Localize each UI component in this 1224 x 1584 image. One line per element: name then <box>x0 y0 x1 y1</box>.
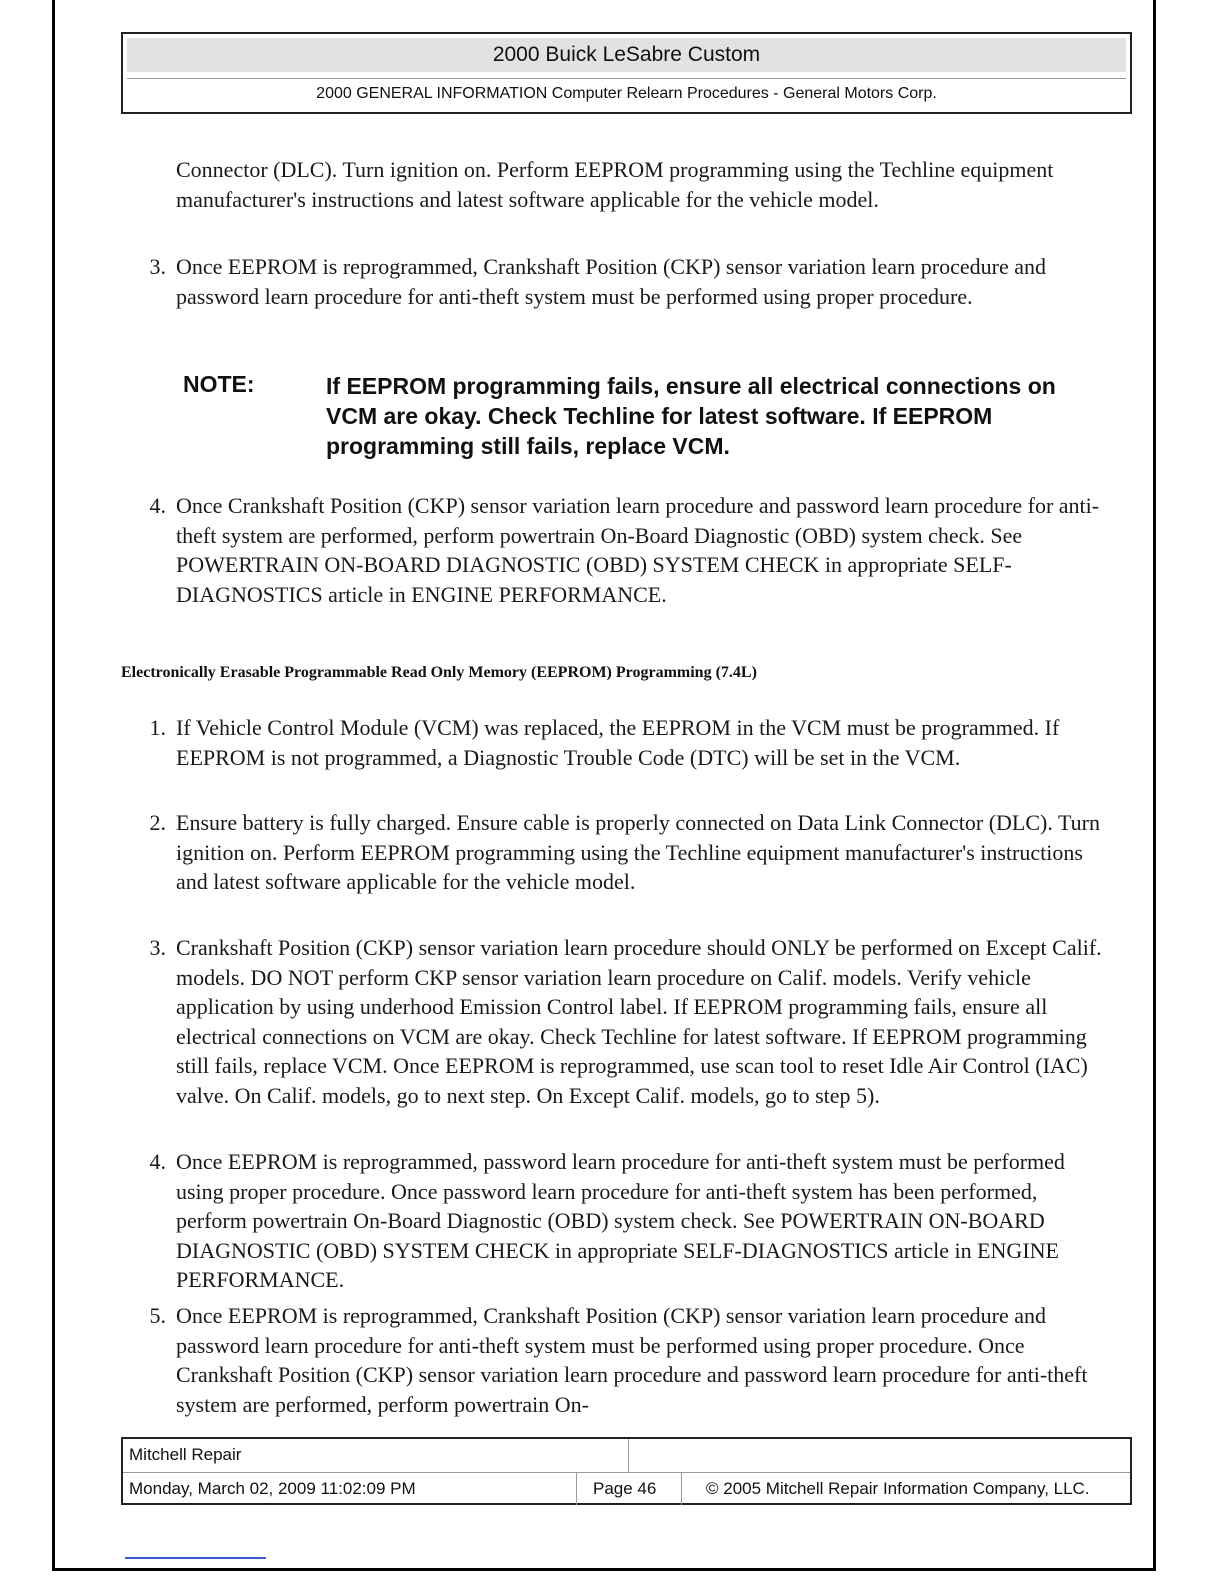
footer-divider <box>681 1473 682 1505</box>
footer-divider <box>628 1439 629 1472</box>
list-item-number: 3. <box>149 254 166 279</box>
document-subtitle: 2000 GENERAL INFORMATION Computer Relearn Procedures - General Motors Corp. <box>127 78 1126 109</box>
list-item-number: 3. <box>149 935 166 960</box>
list-item: If Vehicle Control Module (VCM) was replaced, the EEPROM in the VCM must be programmed. If EEPROM is not programmed, a Diagnostic Trouble Code (DTC) will be set in the VCM. <box>176 715 1060 770</box>
section-heading: Electronically Erasable Programmable Read Only Memory (EEPROM) Programming (7.4L) <box>121 664 757 681</box>
list-item-number: 5. <box>149 1303 166 1328</box>
list-item-number: 4. <box>149 1149 166 1174</box>
list-item: Once EEPROM is reprogrammed, password learn procedure for anti-theft system must be performed using proper procedure. Once password learn procedure for anti-theft system has been performed, perform powertrain On-Board Diagnostic (OBD) system check. See POWERTRAIN ON-BOARD DIAGNOSTIC (OBD) SYSTEM CHECK in appropriate SELF-DIAGNOSTICS article in ENGINE PERFORMANCE. <box>176 1149 1065 1292</box>
list-item: Ensure battery is fully charged. Ensure cable is properly connected on Data Link Connector (DLC). Turn ignition on. Perform EEPROM programming using the Techline equipment manufacturer's instructions and latest software applicable for the vehicle model. <box>176 810 1100 894</box>
footer-page-number: Page 46 <box>593 1479 657 1498</box>
note-label: NOTE: <box>183 371 255 397</box>
list-item: Once EEPROM is reprogrammed, Crankshaft Position (CKP) sensor variation learn procedure and password learn procedure for anti-theft system must be performed using proper procedure. Once Crankshaft Position (CKP) sensor variation learn procedure and password learn procedure for anti-theft system are performed, perform powertrain On- <box>176 1303 1088 1417</box>
note-text: If EEPROM programming fails, ensure all electrical connections on VCM are okay. Check Techline for latest software. If EEPROM programming still fails, replace VCM. <box>326 373 1056 459</box>
footer-company: Mitchell Repair <box>129 1445 242 1464</box>
list-item-number: 1. <box>149 715 166 740</box>
footer-copyright: © 2005 Mitchell Repair Information Company, LLC. <box>706 1479 1090 1498</box>
list-item-number: 2. <box>149 810 166 835</box>
page-footer <box>121 1437 1132 1505</box>
list-item-number: 4. <box>149 493 166 518</box>
page-header <box>121 32 1132 114</box>
list-item: Once EEPROM is reprogrammed, Crankshaft Position (CKP) sensor variation learn procedure and password learn procedure for anti-theft system must be performed using proper procedure. <box>176 254 1047 309</box>
footer-date: Monday, March 02, 2009 11:02:09 PM <box>129 1479 416 1498</box>
footer-divider <box>576 1473 577 1505</box>
continued-paragraph: Connector (DLC). Turn ignition on. Perform EEPROM programming using the Techline equipment manufacturer's instructions and latest software applicable for the vehicle model. <box>176 157 1054 212</box>
list-item: Crankshaft Position (CKP) sensor variation learn procedure should ONLY be performed on Except Calif. models. DO NOT perform CKP sensor variation learn procedure on Calif. models. Verify vehicle application by using underhood Emission Control label. If EEPROM programming fails, ensure all electrical connections on VCM are okay. Check Techline for latest software. If EEPROM programming still fails, replace VCM. Once EEPROM is reprogrammed, use scan tool to reset Idle Air Control (IAC) valve. On Calif. models, go to next step. On Except Calif. models, go to step 5). <box>176 935 1102 1108</box>
document-title: 2000 Buick LeSabre Custom <box>127 38 1126 72</box>
footer-divider <box>123 1472 1130 1473</box>
list-item: Once Crankshaft Position (CKP) sensor variation learn procedure and password learn procedure for anti-theft system are performed, perform powertrain On-Board Diagnostic (OBD) system check. See POWERTRAIN ON-BOARD DIAGNOSTIC (OBD) SYSTEM CHECK in appropriate SELF-DIAGNOSTICS article in ENGINE PERFORMANCE. <box>176 493 1100 607</box>
link-underline <box>125 1557 266 1559</box>
